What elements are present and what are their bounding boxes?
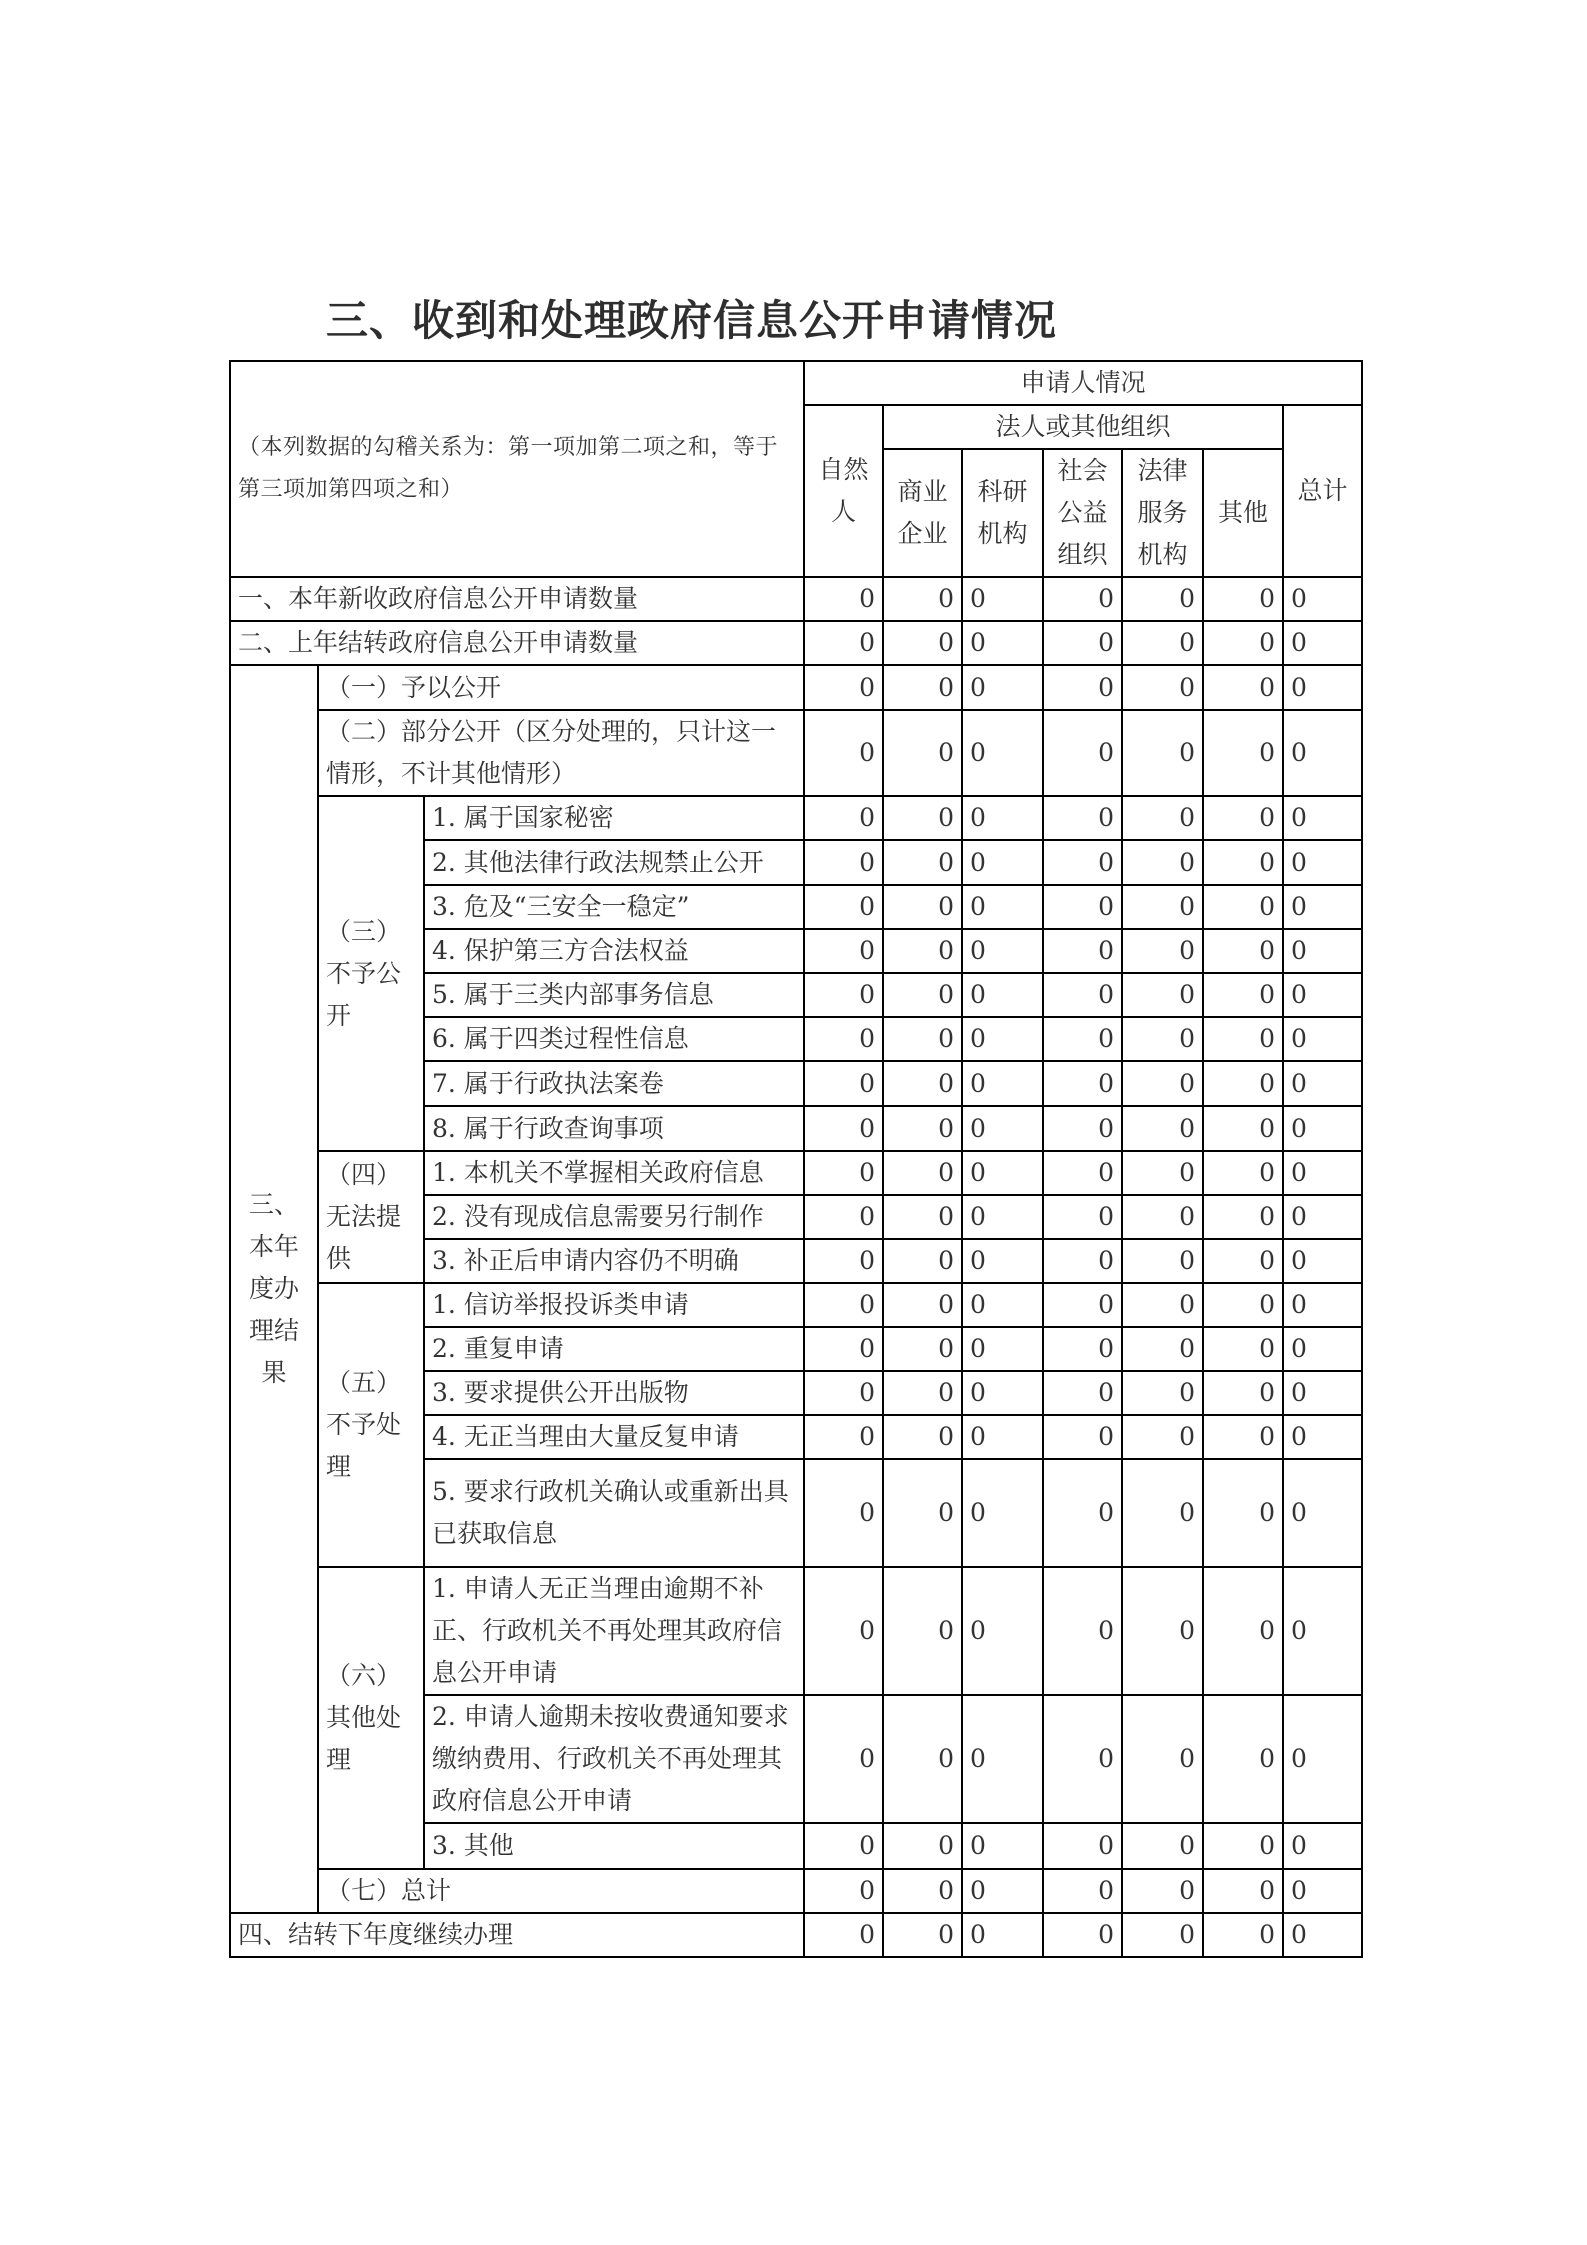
header-research-institution: 科研机构 — [962, 449, 1043, 577]
value-legal-service-org: 0 — [1122, 1459, 1203, 1567]
value-research-institution: 0 — [962, 1823, 1043, 1869]
value-other: 0 — [1203, 665, 1283, 710]
value-legal-service-org: 0 — [1122, 577, 1203, 621]
value-social-welfare-org: 0 — [1043, 1195, 1122, 1239]
value-research-institution: 0 — [962, 1567, 1043, 1695]
value-other: 0 — [1203, 1567, 1283, 1695]
value-total: 0 — [1283, 1459, 1362, 1567]
value-natural-person: 0 — [804, 1695, 883, 1823]
value-total: 0 — [1283, 1567, 1362, 1695]
value-total: 0 — [1283, 577, 1362, 621]
value-total: 0 — [1283, 1239, 1362, 1283]
value-legal-service-org: 0 — [1122, 710, 1203, 796]
value-total: 0 — [1283, 1283, 1362, 1327]
value-legal-service-org: 0 — [1122, 621, 1203, 665]
value-natural-person: 0 — [804, 1151, 883, 1195]
value-total: 0 — [1283, 1151, 1362, 1195]
value-research-institution: 0 — [962, 1869, 1043, 1913]
value-natural-person: 0 — [804, 929, 883, 973]
value-other: 0 — [1203, 1823, 1283, 1869]
row-label: 5. 属于三类内部事务信息 — [424, 973, 804, 1017]
value-natural-person: 0 — [804, 1061, 883, 1106]
value-total: 0 — [1283, 840, 1362, 885]
value-other: 0 — [1203, 840, 1283, 885]
value-other: 0 — [1203, 1371, 1283, 1415]
value-social-welfare-org: 0 — [1043, 1567, 1122, 1695]
table-row — [230, 1283, 1362, 1327]
value-social-welfare-org: 0 — [1043, 1283, 1122, 1327]
value-other: 0 — [1203, 1913, 1283, 1957]
row-label: 4. 保护第三方合法权益 — [424, 929, 804, 973]
value-other: 0 — [1203, 1869, 1283, 1913]
value-other: 0 — [1203, 1459, 1283, 1567]
value-social-welfare-org: 0 — [1043, 1869, 1122, 1913]
row-label: 1. 申请人无正当理由逾期不补正、行政机关不再处理其政府信息公开申请 — [424, 1567, 804, 1695]
value-legal-service-org: 0 — [1122, 796, 1203, 840]
value-research-institution: 0 — [962, 577, 1043, 621]
value-commercial-enterprise: 0 — [883, 1106, 962, 1151]
header-applicant-situation: 申请人情况 — [804, 361, 1362, 405]
row-label: 四、结转下年度继续办理 — [230, 1913, 804, 1957]
value-research-institution: 0 — [962, 885, 1043, 929]
group-label-unable-to-provide: （四）无法提供 — [318, 1151, 424, 1283]
value-commercial-enterprise: 0 — [883, 1195, 962, 1239]
value-natural-person: 0 — [804, 1869, 883, 1913]
value-legal-service-org: 0 — [1122, 1017, 1203, 1061]
value-legal-service-org: 0 — [1122, 1869, 1203, 1913]
value-natural-person: 0 — [804, 621, 883, 665]
value-natural-person: 0 — [804, 1195, 883, 1239]
value-other: 0 — [1203, 1327, 1283, 1371]
row-label: 7. 属于行政执法案卷 — [424, 1061, 804, 1106]
value-commercial-enterprise: 0 — [883, 796, 962, 840]
value-other: 0 — [1203, 1195, 1283, 1239]
value-total: 0 — [1283, 710, 1362, 796]
value-natural-person: 0 — [804, 1415, 883, 1459]
value-research-institution: 0 — [962, 1913, 1043, 1957]
value-research-institution: 0 — [962, 796, 1043, 840]
value-other: 0 — [1203, 1695, 1283, 1823]
value-other: 0 — [1203, 1239, 1283, 1283]
value-commercial-enterprise: 0 — [883, 1327, 962, 1371]
row-label: （二）部分公开（区分处理的，只计这一情形，不计其他情形） — [318, 710, 804, 796]
value-social-welfare-org: 0 — [1043, 1239, 1122, 1283]
value-social-welfare-org: 0 — [1043, 1913, 1122, 1957]
table-row — [230, 621, 1362, 665]
value-commercial-enterprise: 0 — [883, 840, 962, 885]
header-total: 总计 — [1283, 405, 1362, 577]
value-commercial-enterprise: 0 — [883, 1869, 962, 1913]
group-label-result: 三、本年度办理结果 — [230, 665, 318, 1913]
value-other: 0 — [1203, 710, 1283, 796]
value-natural-person: 0 — [804, 665, 883, 710]
disclosure-application-table — [229, 360, 1363, 1958]
value-other: 0 — [1203, 1415, 1283, 1459]
value-social-welfare-org: 0 — [1043, 1695, 1122, 1823]
value-social-welfare-org: 0 — [1043, 710, 1122, 796]
value-social-welfare-org: 0 — [1043, 1017, 1122, 1061]
value-legal-service-org: 0 — [1122, 1567, 1203, 1695]
value-social-welfare-org: 0 — [1043, 1459, 1122, 1567]
value-research-institution: 0 — [962, 1283, 1043, 1327]
value-total: 0 — [1283, 885, 1362, 929]
group-label-other-processing: （六）其他处理 — [318, 1567, 424, 1869]
value-legal-service-org: 0 — [1122, 840, 1203, 885]
value-commercial-enterprise: 0 — [883, 665, 962, 710]
value-research-institution: 0 — [962, 929, 1043, 973]
header-social-welfare-org: 社会公益组织 — [1043, 449, 1122, 577]
value-commercial-enterprise: 0 — [883, 1371, 962, 1415]
section-title: 三、收到和处理政府信息公开申请情况 — [326, 296, 1058, 345]
value-total: 0 — [1283, 621, 1362, 665]
value-natural-person: 0 — [804, 1106, 883, 1151]
value-legal-service-org: 0 — [1122, 1151, 1203, 1195]
value-natural-person: 0 — [804, 1371, 883, 1415]
row-label: 一、本年新收政府信息公开申请数量 — [230, 577, 804, 621]
value-commercial-enterprise: 0 — [883, 929, 962, 973]
table-row — [230, 1869, 1362, 1913]
value-legal-service-org: 0 — [1122, 665, 1203, 710]
value-commercial-enterprise: 0 — [883, 1415, 962, 1459]
value-research-institution: 0 — [962, 1061, 1043, 1106]
value-research-institution: 0 — [962, 1327, 1043, 1371]
value-research-institution: 0 — [962, 1151, 1043, 1195]
value-other: 0 — [1203, 1061, 1283, 1106]
value-social-welfare-org: 0 — [1043, 885, 1122, 929]
value-other: 0 — [1203, 1151, 1283, 1195]
row-label: 3. 要求提供公开出版物 — [424, 1371, 804, 1415]
value-social-welfare-org: 0 — [1043, 1151, 1122, 1195]
table-row — [230, 577, 1362, 621]
value-commercial-enterprise: 0 — [883, 710, 962, 796]
value-natural-person: 0 — [804, 1239, 883, 1283]
value-natural-person: 0 — [804, 1283, 883, 1327]
value-commercial-enterprise: 0 — [883, 1283, 962, 1327]
value-commercial-enterprise: 0 — [883, 1913, 962, 1957]
value-social-welfare-org: 0 — [1043, 973, 1122, 1017]
value-commercial-enterprise: 0 — [883, 577, 962, 621]
value-other: 0 — [1203, 621, 1283, 665]
value-social-welfare-org: 0 — [1043, 929, 1122, 973]
value-other: 0 — [1203, 577, 1283, 621]
value-research-institution: 0 — [962, 1459, 1043, 1567]
value-legal-service-org: 0 — [1122, 1415, 1203, 1459]
value-legal-service-org: 0 — [1122, 1913, 1203, 1957]
value-research-institution: 0 — [962, 1195, 1043, 1239]
group-label-not-disclosed: （三）不予公开 — [318, 796, 424, 1151]
value-commercial-enterprise: 0 — [883, 1239, 962, 1283]
value-natural-person: 0 — [804, 1327, 883, 1371]
value-commercial-enterprise: 0 — [883, 973, 962, 1017]
value-total: 0 — [1283, 1869, 1362, 1913]
row-label: （一）予以公开 — [318, 665, 804, 710]
table-row — [230, 665, 1362, 710]
row-label: 2. 申请人逾期未按收费通知要求缴纳费用、行政机关不再处理其政府信息公开申请 — [424, 1695, 804, 1823]
value-legal-service-org: 0 — [1122, 885, 1203, 929]
value-natural-person: 0 — [804, 577, 883, 621]
header-commercial-enterprise: 商业企业 — [883, 449, 962, 577]
row-label: （七）总计 — [318, 1869, 804, 1913]
value-other: 0 — [1203, 1283, 1283, 1327]
value-commercial-enterprise: 0 — [883, 1151, 962, 1195]
table-row — [230, 1913, 1362, 1957]
value-total: 0 — [1283, 1061, 1362, 1106]
value-total: 0 — [1283, 973, 1362, 1017]
value-legal-service-org: 0 — [1122, 1239, 1203, 1283]
value-natural-person: 0 — [804, 840, 883, 885]
header-note: （本列数据的勾稽关系为：第一项加第二项之和，等于第三项加第四项之和） — [230, 361, 804, 577]
value-total: 0 — [1283, 1371, 1362, 1415]
value-legal-service-org: 0 — [1122, 1823, 1203, 1869]
value-total: 0 — [1283, 1823, 1362, 1869]
value-total: 0 — [1283, 1327, 1362, 1371]
value-social-welfare-org: 0 — [1043, 1327, 1122, 1371]
header-row-1 — [230, 361, 1362, 405]
row-label: 4. 无正当理由大量反复申请 — [424, 1415, 804, 1459]
value-total: 0 — [1283, 929, 1362, 973]
value-social-welfare-org: 0 — [1043, 840, 1122, 885]
table-row — [230, 796, 1362, 840]
value-commercial-enterprise: 0 — [883, 1459, 962, 1567]
header-natural-person: 自然人 — [804, 405, 883, 577]
row-label: 二、上年结转政府信息公开申请数量 — [230, 621, 804, 665]
value-legal-service-org: 0 — [1122, 1195, 1203, 1239]
value-social-welfare-org: 0 — [1043, 1823, 1122, 1869]
group-label-not-processed: （五）不予处理 — [318, 1283, 424, 1567]
value-legal-service-org: 0 — [1122, 1695, 1203, 1823]
table-row — [230, 710, 1362, 796]
row-label: 6. 属于四类过程性信息 — [424, 1017, 804, 1061]
value-research-institution: 0 — [962, 973, 1043, 1017]
header-legal-or-other-org: 法人或其他组织 — [883, 405, 1283, 449]
row-label: 1. 本机关不掌握相关政府信息 — [424, 1151, 804, 1195]
value-natural-person: 0 — [804, 1017, 883, 1061]
row-label: 8. 属于行政查询事项 — [424, 1106, 804, 1151]
row-label: 1. 属于国家秘密 — [424, 796, 804, 840]
value-commercial-enterprise: 0 — [883, 1061, 962, 1106]
value-social-welfare-org: 0 — [1043, 1371, 1122, 1415]
value-social-welfare-org: 0 — [1043, 1415, 1122, 1459]
table-row — [230, 1151, 1362, 1195]
value-social-welfare-org: 0 — [1043, 665, 1122, 710]
row-label: 5. 要求行政机关确认或重新出具已获取信息 — [424, 1459, 804, 1567]
row-label: 3. 危及“三安全一稳定” — [424, 885, 804, 929]
value-research-institution: 0 — [962, 1239, 1043, 1283]
value-other: 0 — [1203, 885, 1283, 929]
value-other: 0 — [1203, 973, 1283, 1017]
table-row — [230, 1567, 1362, 1695]
value-legal-service-org: 0 — [1122, 973, 1203, 1017]
value-natural-person: 0 — [804, 1823, 883, 1869]
row-label: 3. 补正后申请内容仍不明确 — [424, 1239, 804, 1283]
value-research-institution: 0 — [962, 1415, 1043, 1459]
value-research-institution: 0 — [962, 1017, 1043, 1061]
header-other: 其他 — [1203, 449, 1283, 577]
value-commercial-enterprise: 0 — [883, 1017, 962, 1061]
value-research-institution: 0 — [962, 621, 1043, 665]
row-label: 3. 其他 — [424, 1823, 804, 1869]
value-natural-person: 0 — [804, 1913, 883, 1957]
value-social-welfare-org: 0 — [1043, 621, 1122, 665]
value-natural-person: 0 — [804, 710, 883, 796]
value-total: 0 — [1283, 1695, 1362, 1823]
value-total: 0 — [1283, 1415, 1362, 1459]
row-label: 2. 没有现成信息需要另行制作 — [424, 1195, 804, 1239]
value-research-institution: 0 — [962, 1106, 1043, 1151]
value-legal-service-org: 0 — [1122, 1283, 1203, 1327]
value-research-institution: 0 — [962, 1695, 1043, 1823]
value-commercial-enterprise: 0 — [883, 621, 962, 665]
value-social-welfare-org: 0 — [1043, 796, 1122, 840]
row-label: 1. 信访举报投诉类申请 — [424, 1283, 804, 1327]
value-commercial-enterprise: 0 — [883, 1567, 962, 1695]
value-legal-service-org: 0 — [1122, 1327, 1203, 1371]
value-natural-person: 0 — [804, 796, 883, 840]
value-commercial-enterprise: 0 — [883, 1823, 962, 1869]
value-research-institution: 0 — [962, 710, 1043, 796]
value-other: 0 — [1203, 1017, 1283, 1061]
value-other: 0 — [1203, 1106, 1283, 1151]
value-natural-person: 0 — [804, 1459, 883, 1567]
value-total: 0 — [1283, 1106, 1362, 1151]
value-natural-person: 0 — [804, 973, 883, 1017]
row-label: 2. 其他法律行政法规禁止公开 — [424, 840, 804, 885]
value-legal-service-org: 0 — [1122, 929, 1203, 973]
value-social-welfare-org: 0 — [1043, 1106, 1122, 1151]
value-total: 0 — [1283, 1913, 1362, 1957]
value-total: 0 — [1283, 1017, 1362, 1061]
value-other: 0 — [1203, 796, 1283, 840]
value-research-institution: 0 — [962, 840, 1043, 885]
value-natural-person: 0 — [804, 885, 883, 929]
value-legal-service-org: 0 — [1122, 1061, 1203, 1106]
row-label: 2. 重复申请 — [424, 1327, 804, 1371]
header-legal-service-org: 法律服务机构 — [1122, 449, 1203, 577]
value-total: 0 — [1283, 665, 1362, 710]
value-research-institution: 0 — [962, 665, 1043, 710]
value-social-welfare-org: 0 — [1043, 577, 1122, 621]
value-commercial-enterprise: 0 — [883, 1695, 962, 1823]
value-natural-person: 0 — [804, 1567, 883, 1695]
value-other: 0 — [1203, 929, 1283, 973]
value-research-institution: 0 — [962, 1371, 1043, 1415]
value-total: 0 — [1283, 1195, 1362, 1239]
value-legal-service-org: 0 — [1122, 1106, 1203, 1151]
value-total: 0 — [1283, 796, 1362, 840]
value-social-welfare-org: 0 — [1043, 1061, 1122, 1106]
value-commercial-enterprise: 0 — [883, 885, 962, 929]
value-legal-service-org: 0 — [1122, 1371, 1203, 1415]
